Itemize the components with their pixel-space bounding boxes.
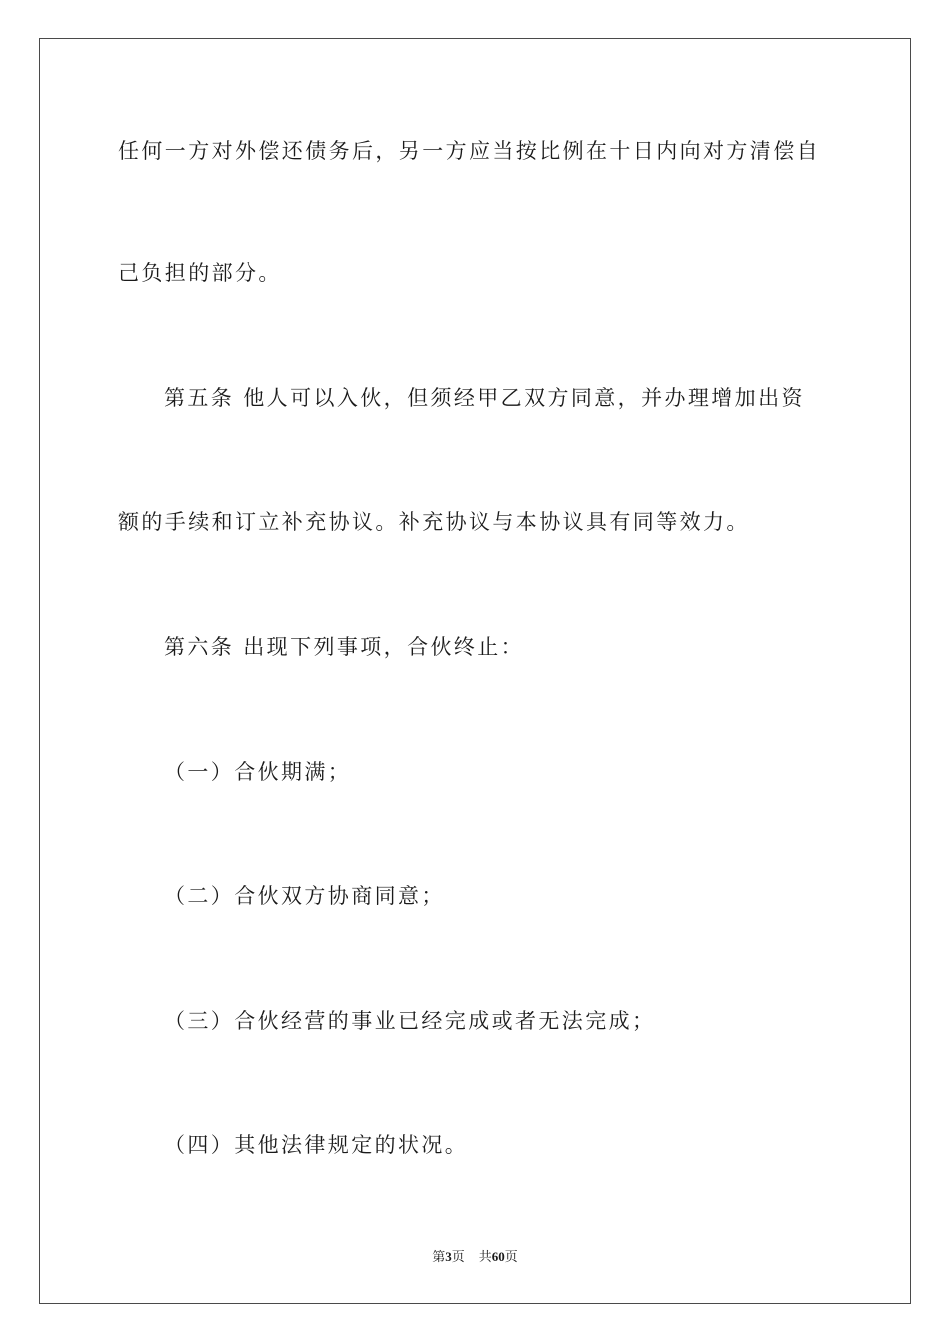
article-5-line-2: 额的手续和订立补充协议。补充协议与本协议具有同等效力。	[118, 510, 750, 534]
list-item-1: （一）合伙期满；	[164, 760, 352, 784]
article-5-line-1: 第五条 他人可以入伙，但须经甲乙双方同意，并办理增加出资	[164, 386, 805, 410]
list-item-3: （三）合伙经营的事业已经完成或者无法完成；	[164, 1009, 656, 1033]
footer-total-suffix: 页	[504, 1249, 518, 1264]
paragraph-line-1: 任何一方对外偿还债务后，另一方应当按比例在十日内向对方清偿自	[118, 139, 820, 163]
page-border	[39, 38, 911, 1304]
footer-total-prefix: 共	[478, 1249, 492, 1264]
list-item-4: （四）其他法律规定的状况。	[164, 1133, 469, 1157]
page-footer	[0, 1248, 950, 1266]
paragraph-line-2: 己负担的部分。	[118, 261, 282, 285]
footer-page-suffix: 页	[451, 1249, 465, 1264]
footer-prefix: 第	[432, 1249, 446, 1264]
article-6-heading: 第六条 出现下列事项，合伙终止：	[164, 635, 525, 659]
current-page-number: 3	[445, 1249, 452, 1264]
list-item-2: （二）合伙双方协商同意；	[164, 884, 445, 908]
total-page-number: 60	[491, 1249, 505, 1264]
